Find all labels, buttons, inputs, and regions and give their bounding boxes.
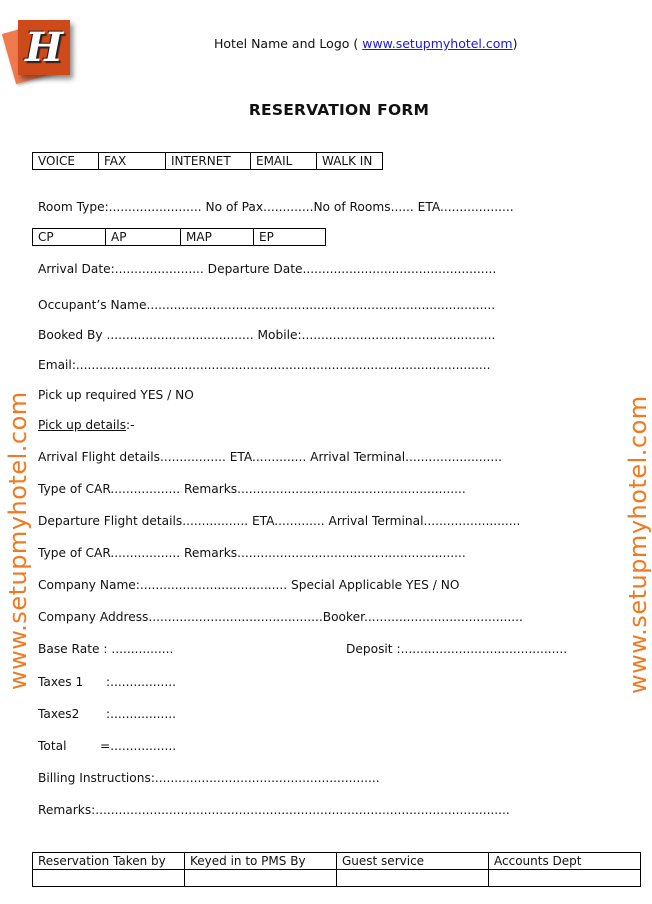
- logo-h-icon: H: [25, 24, 63, 71]
- meal-plan-cp[interactable]: CP: [33, 229, 106, 246]
- pickup-required-line[interactable]: Pick up required YES / NO: [38, 388, 194, 402]
- page-title: RESERVATION FORM: [248, 101, 430, 119]
- signoff-cell-keyed-pms[interactable]: [185, 870, 337, 887]
- room-type-line[interactable]: Room Type:........................ No of Pax.............No of Rooms...... ETA...................: [38, 200, 514, 214]
- header-label: Hotel Name and Logo (: [214, 36, 363, 51]
- remarks-line[interactable]: Remarks:...........................................................................................................: [38, 803, 510, 817]
- departure-flight-line[interactable]: Departure Flight details................. ETA............. Arrival Terminal.........................: [38, 514, 521, 528]
- total-value[interactable]: =.................: [100, 739, 177, 753]
- arrival-date-line[interactable]: Arrival Date:....................... Departure Date..................................................: [38, 262, 497, 276]
- signoff-header-accounts: Accounts Dept: [489, 853, 641, 870]
- channel-voice[interactable]: VOICE: [33, 153, 99, 170]
- meal-plan-ap[interactable]: AP: [106, 229, 181, 246]
- occupant-name-line[interactable]: Occupant’s Name..........................................................................................: [38, 298, 496, 312]
- channel-fax[interactable]: FAX: [99, 153, 166, 170]
- arrival-flight-line[interactable]: Arrival Flight details................. ETA.............. Arrival Terminal.........................: [38, 450, 502, 464]
- signoff-header-guest-service: Guest service: [337, 853, 489, 870]
- total-label: Total: [38, 739, 67, 753]
- signoff-cell-accounts[interactable]: [489, 870, 641, 887]
- billing-instructions-line[interactable]: Billing Instructions:..........................................................: [38, 771, 380, 785]
- header-text: [214, 36, 517, 51]
- meal-plan-map[interactable]: MAP: [181, 229, 254, 246]
- watermark-left: www.setupmyhotel.com: [4, 391, 32, 690]
- channel-walk-in[interactable]: WALK IN: [317, 153, 383, 170]
- website-link[interactable]: www.setupmyhotel.com: [362, 36, 513, 51]
- email-line[interactable]: Email:...........................................................................................................: [38, 358, 491, 372]
- booked-by-line[interactable]: Booked By ...................................... Mobile:..................................................: [38, 328, 496, 342]
- pickup-details-label: Pick up details: [38, 418, 127, 432]
- signoff-table: [32, 852, 641, 887]
- deposit-line[interactable]: Deposit :...........................................: [346, 642, 568, 656]
- signoff-header-reservation-taken: Reservation Taken by: [33, 853, 185, 870]
- taxes1-value[interactable]: :.................: [106, 675, 176, 689]
- arrival-car-line[interactable]: Type of CAR.................. Remarks...........................................................: [38, 482, 466, 496]
- header-close: ): [512, 36, 518, 51]
- base-rate-line[interactable]: Base Rate : ................: [38, 642, 174, 656]
- hotel-logo: [6, 8, 76, 86]
- taxes2-value[interactable]: :.................: [106, 707, 176, 721]
- signoff-cell-guest-service[interactable]: [337, 870, 489, 887]
- departure-car-line[interactable]: Type of CAR.................. Remarks...........................................................: [38, 546, 466, 560]
- watermark-right: www.setupmyhotel.com: [624, 395, 652, 694]
- meal-plan-table: [32, 228, 326, 246]
- pickup-details-suffix: :-: [126, 418, 135, 432]
- signoff-header-keyed-pms: Keyed in to PMS By: [185, 853, 337, 870]
- channel-email[interactable]: EMAIL: [251, 153, 317, 170]
- company-name-line[interactable]: Company Name:...................................... Special Applicable YES / NO: [38, 578, 460, 592]
- meal-plan-ep[interactable]: EP: [254, 229, 326, 246]
- company-address-line[interactable]: Company Address.............................................Booker.........................................: [38, 610, 523, 624]
- taxes2-label: Taxes2: [38, 707, 80, 721]
- taxes1-label: Taxes 1: [38, 675, 84, 689]
- signoff-cell-reservation-taken[interactable]: [33, 870, 185, 887]
- pickup-details-heading: [38, 418, 135, 432]
- channel-table: [32, 152, 383, 170]
- channel-internet[interactable]: INTERNET: [166, 153, 251, 170]
